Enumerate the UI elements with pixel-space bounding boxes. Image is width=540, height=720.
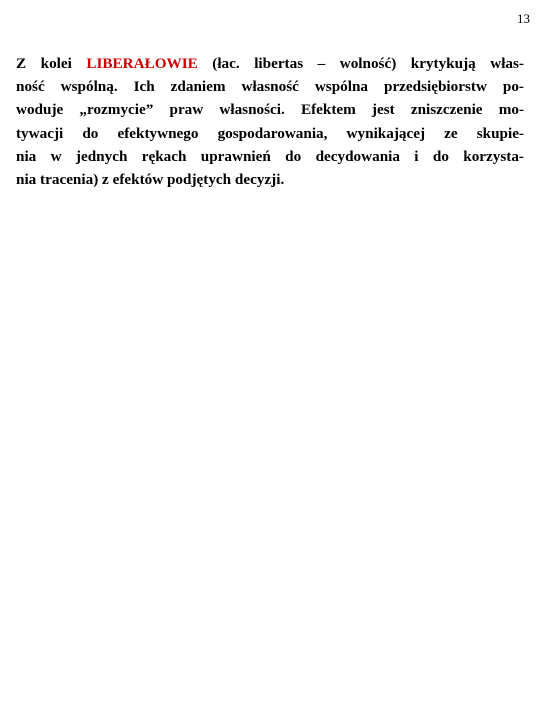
paragraph-line-1 — [16, 52, 524, 75]
paragraph-line-6: nia tracenia) z efektów podjętych decyzji. — [16, 171, 285, 189]
page-number: 13 — [517, 11, 530, 26]
paragraph-line-2: ność wspólną. Ich zdaniem własność wspólna przedsiębiorstw po- — [16, 78, 524, 96]
paragraph-line-3: woduje „rozmycie” praw własności. Efektem jest zniszczenie mo- — [16, 101, 524, 119]
line-1-continuation: (łac. libertas – wolność) krytykują włas- — [197, 55, 524, 72]
highlighted-term: LIBERAŁOWIE — [86, 55, 198, 72]
intro-text: Z kolei — [16, 55, 87, 72]
body-paragraph — [16, 52, 524, 191]
paragraph-line-4: tywacji do efektywnego gospodarowania, wynikającej ze skupie- — [16, 124, 524, 142]
paragraph-line-5: nia w jednych rękach uprawnień do decydowania i do korzysta- — [16, 147, 524, 165]
